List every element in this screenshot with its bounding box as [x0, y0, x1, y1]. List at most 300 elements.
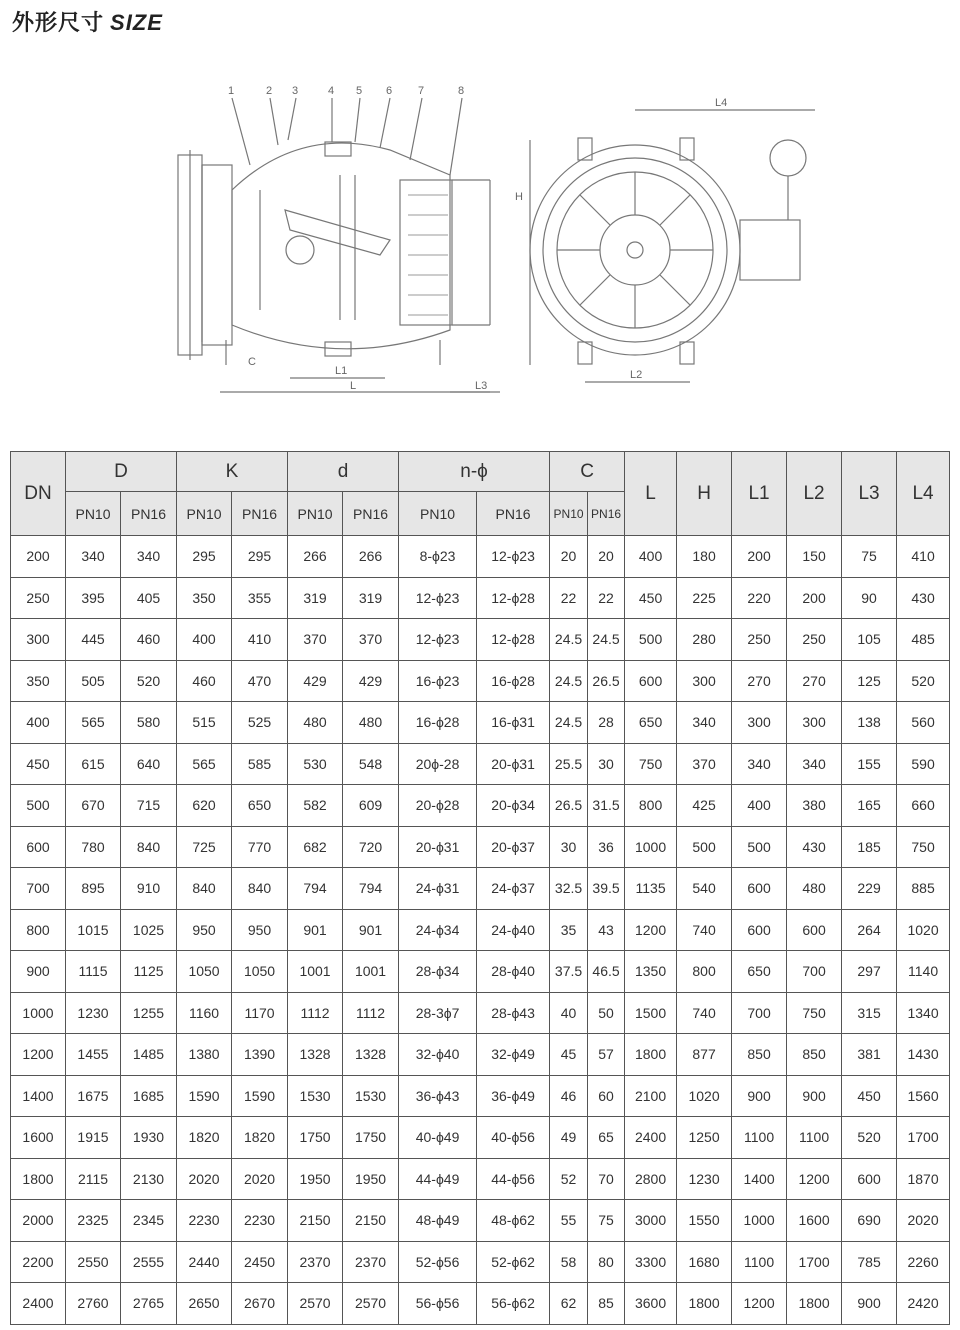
page-title-en: SIZE — [110, 10, 163, 35]
table-cell: 20-ϕ31 — [399, 826, 477, 868]
table-cell: 1800 — [625, 1034, 677, 1076]
table-cell: 585 — [232, 743, 288, 785]
table-cell: 20-ϕ31 — [477, 743, 550, 785]
table-cell: 901 — [343, 909, 399, 951]
table-cell: 901 — [288, 909, 343, 951]
table-cell: 2115 — [66, 1158, 121, 1200]
table-cell: 895 — [66, 868, 121, 910]
table-cell: 660 — [897, 785, 950, 827]
table-cell: 900 — [732, 1075, 787, 1117]
table-cell: 520 — [121, 660, 177, 702]
table-cell: 36-ϕ49 — [477, 1075, 550, 1117]
subheader-d2-pn10: PN10 — [288, 492, 343, 536]
table-cell: 49 — [550, 1117, 588, 1159]
table-cell: 1001 — [288, 951, 343, 993]
table-cell: 55 — [550, 1200, 588, 1242]
table-cell: 885 — [897, 868, 950, 910]
table-cell: 1125 — [121, 951, 177, 993]
table-cell: 37.5 — [550, 951, 588, 993]
table-cell: 370 — [288, 619, 343, 661]
table-cell: 20-ϕ28 — [399, 785, 477, 827]
table-cell-dn: 700 — [11, 868, 66, 910]
table-cell: 28-ϕ43 — [477, 992, 550, 1034]
table-cell: 295 — [177, 536, 232, 578]
table-cell: 220 — [732, 577, 787, 619]
table-cell: 850 — [732, 1034, 787, 1076]
table-cell: 794 — [288, 868, 343, 910]
table-cell: 1380 — [177, 1034, 232, 1076]
table-cell: 1135 — [625, 868, 677, 910]
table-cell: 80 — [588, 1241, 625, 1283]
table-cell: 266 — [343, 536, 399, 578]
table-row — [11, 1034, 950, 1076]
table-cell: 105 — [842, 619, 897, 661]
table-cell: 725 — [177, 826, 232, 868]
table-cell-dn: 1800 — [11, 1158, 66, 1200]
table-row — [11, 743, 950, 785]
table-cell: 485 — [897, 619, 950, 661]
table-cell: 57 — [588, 1034, 625, 1076]
table-cell: 2150 — [343, 1200, 399, 1242]
table-cell: 12-ϕ28 — [477, 577, 550, 619]
table-cell: 1870 — [897, 1158, 950, 1200]
table-cell: 20 — [588, 536, 625, 578]
table-cell: 1390 — [232, 1034, 288, 1076]
table-cell-dn: 800 — [11, 909, 66, 951]
table-cell: 530 — [288, 743, 343, 785]
subheader-n-phi-pn16: PN16 — [477, 492, 550, 536]
table-cell-dn: 500 — [11, 785, 66, 827]
table-cell: 720 — [343, 826, 399, 868]
table-cell: 600 — [787, 909, 842, 951]
part-number-2: 2 — [266, 85, 273, 97]
table-cell: 43 — [588, 909, 625, 951]
table-cell-dn: 1400 — [11, 1075, 66, 1117]
table-cell: 2130 — [121, 1158, 177, 1200]
table-cell: 1230 — [66, 992, 121, 1034]
table-cell: 319 — [288, 577, 343, 619]
table-cell: 395 — [66, 577, 121, 619]
table-cell: 520 — [897, 660, 950, 702]
table-row — [11, 951, 950, 993]
table-cell: 280 — [677, 619, 732, 661]
table-cell: 740 — [677, 909, 732, 951]
table-row — [11, 1283, 950, 1325]
header-l4: L4 — [897, 452, 950, 536]
table-cell: 340 — [677, 702, 732, 744]
table-row — [11, 909, 950, 951]
table-cell-dn: 200 — [11, 536, 66, 578]
table-cell: 1025 — [121, 909, 177, 951]
table-cell: 480 — [787, 868, 842, 910]
table-cell: 48-ϕ62 — [477, 1200, 550, 1242]
table-cell: 270 — [787, 660, 842, 702]
table-cell: 2020 — [232, 1158, 288, 1200]
table-cell: 410 — [232, 619, 288, 661]
table-cell: 682 — [288, 826, 343, 868]
table-cell: 24.5 — [550, 619, 588, 661]
table-cell: 460 — [177, 660, 232, 702]
dim-label-C: C — [248, 356, 256, 368]
header-l2: L2 — [787, 452, 842, 536]
table-cell: 180 — [677, 536, 732, 578]
table-cell: 2555 — [121, 1241, 177, 1283]
table-cell: 340 — [66, 536, 121, 578]
dim-label-L3: L3 — [475, 380, 488, 392]
table-cell: 1550 — [677, 1200, 732, 1242]
dim-label-L4: L4 — [715, 97, 728, 109]
table-cell: 32-ϕ40 — [399, 1034, 477, 1076]
table-cell: 39.5 — [588, 868, 625, 910]
table-cell: 840 — [121, 826, 177, 868]
table-cell: 16-ϕ23 — [399, 660, 477, 702]
part-number-6: 6 — [386, 85, 393, 97]
table-cell: 609 — [343, 785, 399, 827]
table-cell: 480 — [288, 702, 343, 744]
table-cell: 138 — [842, 702, 897, 744]
table-cell: 2800 — [625, 1158, 677, 1200]
table-cell: 2570 — [343, 1283, 399, 1325]
table-row — [11, 1117, 950, 1159]
table-cell: 600 — [842, 1158, 897, 1200]
table-cell: 650 — [232, 785, 288, 827]
dim-label-H: H — [515, 191, 523, 203]
header-k: K — [177, 452, 288, 492]
table-cell: 480 — [343, 702, 399, 744]
table-cell: 2570 — [288, 1283, 343, 1325]
table-header — [11, 452, 950, 536]
size-table — [10, 451, 950, 1325]
table-cell: 250 — [732, 619, 787, 661]
table-cell: 46 — [550, 1075, 588, 1117]
table-cell: 1140 — [897, 951, 950, 993]
table-cell: 2230 — [232, 1200, 288, 1242]
table-cell: 1600 — [787, 1200, 842, 1242]
table-cell: 1350 — [625, 951, 677, 993]
table-cell: 24.5 — [550, 660, 588, 702]
table-cell: 600 — [732, 868, 787, 910]
table-cell: 1050 — [232, 951, 288, 993]
table-cell: 1680 — [677, 1241, 732, 1283]
table-cell: 600 — [625, 660, 677, 702]
table-cell: 715 — [121, 785, 177, 827]
table-cell: 28-ϕ34 — [399, 951, 477, 993]
table-cell: 200 — [732, 536, 787, 578]
table-cell: 840 — [177, 868, 232, 910]
table-cell: 540 — [677, 868, 732, 910]
table-cell: 295 — [232, 536, 288, 578]
table-cell: 2400 — [625, 1117, 677, 1159]
table-cell: 565 — [66, 702, 121, 744]
table-cell: 1700 — [787, 1241, 842, 1283]
table-cell: 20 — [550, 536, 588, 578]
table-cell: 548 — [343, 743, 399, 785]
table-body — [11, 536, 950, 1325]
table-cell: 22 — [550, 577, 588, 619]
table-cell: 1000 — [625, 826, 677, 868]
table-row — [11, 1241, 950, 1283]
table-cell-dn: 450 — [11, 743, 66, 785]
table-cell: 22 — [588, 577, 625, 619]
table-row — [11, 577, 950, 619]
table-cell: 1685 — [121, 1075, 177, 1117]
table-cell-dn: 600 — [11, 826, 66, 868]
table-cell: 44-ϕ56 — [477, 1158, 550, 1200]
table-cell: 2650 — [177, 1283, 232, 1325]
table-cell: 297 — [842, 951, 897, 993]
table-cell: 1100 — [787, 1117, 842, 1159]
table-cell: 877 — [677, 1034, 732, 1076]
table-cell: 1328 — [343, 1034, 399, 1076]
table-cell: 35 — [550, 909, 588, 951]
table-cell: 340 — [787, 743, 842, 785]
part-number-7: 7 — [418, 85, 425, 97]
table-cell: 800 — [625, 785, 677, 827]
table-cell: 40 — [550, 992, 588, 1034]
table-row — [11, 868, 950, 910]
table-cell: 30 — [550, 826, 588, 868]
table-cell: 3000 — [625, 1200, 677, 1242]
table-cell: 250 — [787, 619, 842, 661]
table-cell: 950 — [232, 909, 288, 951]
table-cell: 28-3ϕ7 — [399, 992, 477, 1034]
table-cell: 16-ϕ31 — [477, 702, 550, 744]
table-cell: 1675 — [66, 1075, 121, 1117]
table-cell: 1115 — [66, 951, 121, 993]
table-cell: 300 — [677, 660, 732, 702]
table-cell: 780 — [66, 826, 121, 868]
side-view — [178, 98, 500, 392]
table-cell: 750 — [787, 992, 842, 1034]
table-cell: 12-ϕ23 — [477, 536, 550, 578]
table-row — [11, 1075, 950, 1117]
table-cell-dn: 350 — [11, 660, 66, 702]
page-title — [12, 6, 163, 37]
table-cell: 1455 — [66, 1034, 121, 1076]
table-cell-dn: 1600 — [11, 1117, 66, 1159]
header-d-outer: D — [66, 452, 177, 492]
table-cell: 405 — [121, 577, 177, 619]
table-row — [11, 785, 950, 827]
subheader-d-pn10: PN10 — [66, 492, 121, 536]
table-cell: 60 — [588, 1075, 625, 1117]
table-cell: 1820 — [232, 1117, 288, 1159]
table-cell: 31.5 — [588, 785, 625, 827]
table-cell: 24-ϕ31 — [399, 868, 477, 910]
table-cell: 90 — [842, 577, 897, 619]
table-cell-dn: 2200 — [11, 1241, 66, 1283]
table-cell: 2325 — [66, 1200, 121, 1242]
table-cell-dn: 2400 — [11, 1283, 66, 1325]
table-cell: 670 — [66, 785, 121, 827]
table-cell: 32.5 — [550, 868, 588, 910]
table-cell: 24-ϕ34 — [399, 909, 477, 951]
table-cell: 1001 — [343, 951, 399, 993]
table-cell: 1112 — [343, 992, 399, 1034]
table-cell: 30 — [588, 743, 625, 785]
part-number-8: 8 — [458, 85, 465, 97]
table-cell: 500 — [732, 826, 787, 868]
table-cell: 590 — [897, 743, 950, 785]
table-cell: 1800 — [787, 1283, 842, 1325]
table-cell: 560 — [897, 702, 950, 744]
table-cell: 370 — [677, 743, 732, 785]
table-cell: 1050 — [177, 951, 232, 993]
table-cell: 429 — [343, 660, 399, 702]
table-cell: 24.5 — [550, 702, 588, 744]
table-cell: 2765 — [121, 1283, 177, 1325]
table-cell: 640 — [121, 743, 177, 785]
table-cell: 2550 — [66, 1241, 121, 1283]
table-cell: 2345 — [121, 1200, 177, 1242]
table-cell: 770 — [232, 826, 288, 868]
part-number-4: 4 — [328, 85, 335, 97]
table-cell: 700 — [787, 951, 842, 993]
table-cell: 750 — [897, 826, 950, 868]
table-cell: 400 — [177, 619, 232, 661]
table-cell: 580 — [121, 702, 177, 744]
header-n-phi: n-ϕ — [399, 452, 550, 492]
table-cell: 1590 — [232, 1075, 288, 1117]
table-cell: 650 — [732, 951, 787, 993]
table-cell-dn: 1200 — [11, 1034, 66, 1076]
table-cell: 56-ϕ62 — [477, 1283, 550, 1325]
table-cell: 25.5 — [550, 743, 588, 785]
table-cell: 350 — [177, 577, 232, 619]
table-cell: 2370 — [288, 1241, 343, 1283]
table-cell: 1530 — [288, 1075, 343, 1117]
table-cell: 650 — [625, 702, 677, 744]
table-cell: 1700 — [897, 1117, 950, 1159]
table-cell: 3300 — [625, 1241, 677, 1283]
table-cell: 24-ϕ37 — [477, 868, 550, 910]
table-cell: 36-ϕ43 — [399, 1075, 477, 1117]
table-cell: 950 — [177, 909, 232, 951]
table-cell: 582 — [288, 785, 343, 827]
table-cell: 505 — [66, 660, 121, 702]
header-l: L — [625, 452, 677, 536]
table-cell: 20ϕ-28 — [399, 743, 477, 785]
table-cell: 800 — [677, 951, 732, 993]
table-cell: 750 — [625, 743, 677, 785]
table-cell: 28-ϕ40 — [477, 951, 550, 993]
table-cell: 315 — [842, 992, 897, 1034]
table-cell: 2420 — [897, 1283, 950, 1325]
table-cell: 165 — [842, 785, 897, 827]
subheader-k-pn16: PN16 — [232, 492, 288, 536]
table-cell: 12-ϕ23 — [399, 619, 477, 661]
table-cell: 125 — [842, 660, 897, 702]
subheader-d2-pn16: PN16 — [343, 492, 399, 536]
table-row — [11, 826, 950, 868]
table-cell: 1530 — [343, 1075, 399, 1117]
table-cell: 26.5 — [588, 660, 625, 702]
table-cell: 430 — [897, 577, 950, 619]
subheader-d-pn16: PN16 — [121, 492, 177, 536]
table-cell: 1328 — [288, 1034, 343, 1076]
dim-label-L: L — [350, 380, 357, 392]
header-d-inner: d — [288, 452, 399, 492]
table-row — [11, 1158, 950, 1200]
table-cell: 2440 — [177, 1241, 232, 1283]
table-cell: 1430 — [897, 1034, 950, 1076]
table-cell: 150 — [787, 536, 842, 578]
table-cell: 2100 — [625, 1075, 677, 1117]
table-cell: 266 — [288, 536, 343, 578]
table-cell: 1560 — [897, 1075, 950, 1117]
table-cell: 400 — [732, 785, 787, 827]
table-cell: 155 — [842, 743, 897, 785]
table-cell: 1950 — [288, 1158, 343, 1200]
table-cell: 46.5 — [588, 951, 625, 993]
table-cell: 381 — [842, 1034, 897, 1076]
table-cell-dn: 1000 — [11, 992, 66, 1034]
table-cell: 500 — [677, 826, 732, 868]
table-cell: 200 — [787, 577, 842, 619]
table-cell: 3600 — [625, 1283, 677, 1325]
table-cell: 8-ϕ23 — [399, 536, 477, 578]
table-cell: 470 — [232, 660, 288, 702]
table-cell: 1485 — [121, 1034, 177, 1076]
table-cell: 2760 — [66, 1283, 121, 1325]
subheader-k-pn10: PN10 — [177, 492, 232, 536]
table-row — [11, 536, 950, 578]
table-cell: 1000 — [732, 1200, 787, 1242]
table-cell: 1500 — [625, 992, 677, 1034]
subheader-c-pn16: PN16 — [588, 492, 625, 536]
part-number-1: 1 — [228, 85, 235, 97]
table-cell: 450 — [625, 577, 677, 619]
table-cell-dn: 400 — [11, 702, 66, 744]
table-cell: 1590 — [177, 1075, 232, 1117]
table-cell: 1015 — [66, 909, 121, 951]
table-cell: 1340 — [897, 992, 950, 1034]
table-cell: 1200 — [625, 909, 677, 951]
table-row — [11, 619, 950, 661]
table-cell: 75 — [842, 536, 897, 578]
table-cell: 340 — [121, 536, 177, 578]
table-cell: 620 — [177, 785, 232, 827]
table-cell: 2450 — [232, 1241, 288, 1283]
table-cell: 20-ϕ34 — [477, 785, 550, 827]
table-cell: 340 — [732, 743, 787, 785]
table-cell: 430 — [787, 826, 842, 868]
table-cell: 264 — [842, 909, 897, 951]
table-cell: 62 — [550, 1283, 588, 1325]
table-cell: 500 — [625, 619, 677, 661]
table-cell: 2670 — [232, 1283, 288, 1325]
table-cell: 1230 — [677, 1158, 732, 1200]
table-cell: 520 — [842, 1117, 897, 1159]
table-cell: 1255 — [121, 992, 177, 1034]
table-cell: 52-ϕ62 — [477, 1241, 550, 1283]
table-cell: 840 — [232, 868, 288, 910]
dim-label-L1: L1 — [335, 365, 348, 377]
table-cell: 615 — [66, 743, 121, 785]
table-cell: 32-ϕ49 — [477, 1034, 550, 1076]
table-cell: 2150 — [288, 1200, 343, 1242]
table-cell: 229 — [842, 868, 897, 910]
table-cell: 740 — [677, 992, 732, 1034]
table-cell: 52-ϕ56 — [399, 1241, 477, 1283]
table-cell: 26.5 — [550, 785, 588, 827]
table-cell: 1250 — [677, 1117, 732, 1159]
table-cell: 1915 — [66, 1117, 121, 1159]
table-cell: 1200 — [787, 1158, 842, 1200]
header-l1: L1 — [732, 452, 787, 536]
table-cell: 445 — [66, 619, 121, 661]
table-cell: 1800 — [677, 1283, 732, 1325]
